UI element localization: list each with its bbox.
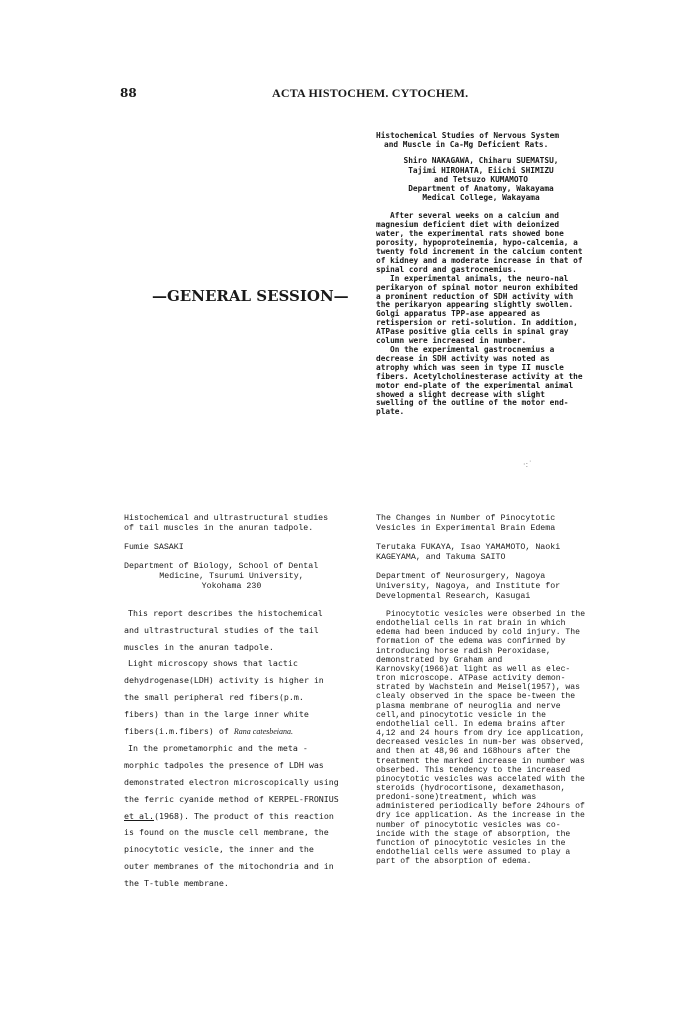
abstract-title: Histochemical and ultrastructural studies of tail muscles in the anuran tadpole. bbox=[124, 514, 329, 533]
abstract-tadpole-muscles bbox=[124, 514, 339, 892]
abstract-title-line: and Muscle in Ca-Mg Deficient Rats. bbox=[384, 140, 549, 150]
abstract-affiliation bbox=[124, 562, 339, 592]
affiliation-line: Department of Anatomy, Wakayama bbox=[408, 184, 554, 194]
abstract-body bbox=[376, 212, 586, 417]
affiliation-line: Department of Biology, School of Dental bbox=[124, 562, 319, 571]
body-paragraph bbox=[124, 740, 339, 891]
author-line: Shiro NAKAGAWA, Chiharu SUEMATSU, bbox=[403, 156, 559, 166]
affiliation-line: Medical College, Wakayama bbox=[422, 193, 540, 203]
body-paragraph: In experimental animals, the neuro-nal perikaryon of spinal motor neuron exhibited a prominent reduction of SDH activity with the perikaryon appearing slightly swollen. Golgi apparatus TPP-ase appeared as retispersion or reti-solution. In addition, ATPase positive glia cells in spinal gray column were increased in number. bbox=[376, 273, 578, 346]
abstract-title bbox=[376, 131, 586, 149]
body-paragraph bbox=[124, 655, 339, 740]
author-line: and Tetsuzo KUMAMOTO bbox=[434, 174, 528, 184]
abstract-author: Fumie SASAKI bbox=[124, 543, 184, 552]
paragraph-text: (1968). The product of this reaction is found on the muscle cell membrane, the pinocytotic vesicle, the inner and the outer membranes of the mitochondria and in the T-tuble membrane. bbox=[124, 810, 334, 888]
body-paragraph: Pinocytotic vesicles were obserbed in the endothelial cells in rat brain in which edema had been induced by cold injury. The formation of the edema was confirmed by introducing horse radish Peroxidase, demonstrated by Graham and Karnovsky(1966)at light as well as elec-tron microscope. ATPase activity demon-strated by Wachstein and Meisel(1957), was clealy observed in the space be-tween the plasma membrane of neuroglia and nerve cell,and pinocytotic vesicle in the endothelial cell. In edema brains after 4,12 and 24 hours from dry ice application, decreased vesicles in num-ber was observed, and then at 48,96 and 168hours after the treatment the marked increase in number was obserbed. This tendency to the increased pinocytotic vesicles was accelated with the steroids (hydrocortisone, dexamethason, predoni-sone)treatment, which was administered periodically before 24hours of dry ice application. As the increase in the number of pinocytotic vesicles was co-incide with the stage of absorption, the function of pinocytotic vesicles in the endothelial cells were assumed to play a part of the absorption of edema. bbox=[376, 610, 586, 867]
paragraph-text: Light microscopy shows that lactic dehydrogenase(LDH) activity is higher in the small peripheral red fibers(p.m. fibers) than in the large inner white fibers(i.m.fibers) of bbox=[124, 658, 324, 736]
affiliation-line: Yokohama 230 bbox=[201, 582, 262, 591]
abstract-calcium-magnesium bbox=[376, 131, 586, 417]
scan-speck: ·:˙ bbox=[523, 460, 533, 469]
body-paragraph: After several weeks on a calcium and magnesium deficient diet with deionized water, the experimental rats showed bone porosity, hypoproteinemia, hypo-calcemia, a twenty fold increment in the calcium content of kidney and a moderate increase in that of spinal cord and gastrocnemius. bbox=[376, 211, 583, 274]
author-line: Tajimi HIROHATA, Eiichi SHIMIZU bbox=[408, 165, 554, 175]
abstract-affiliation: Department of Neurosurgery, Nagoya University, Nagoya, and Institute for Developmental Research, Kasugai bbox=[376, 572, 561, 601]
abstract-body bbox=[376, 610, 588, 866]
affiliation-line: Medicine, Tsurumi University, bbox=[159, 572, 304, 581]
abstract-authors: Terutaka FUKAYA, Isao YAMAMOTO, Naoki KAGEYAMA, and Takuma SAITO bbox=[376, 543, 561, 562]
page-number: 88 bbox=[120, 86, 137, 100]
abstract-pinocytotic-vesicles bbox=[376, 514, 588, 866]
body-paragraph: On the experimental gastrocnemius a decrease in SDH activity was noted as atrophy which was seen in type II muscle fibers. Acetylcholinesterase activity at the motor end-plate of the experimental animal showed a slight decrease with slight swelling of the outline of the motor end-plate. bbox=[376, 345, 583, 417]
journal-title: ACTA HISTOCHEM. CYTOCHEM. bbox=[272, 86, 469, 100]
session-heading: —GENERAL SESSION— bbox=[152, 287, 349, 305]
species-name: Rana catesbeiana. bbox=[233, 726, 294, 736]
abstract-title-line: Histochemical Studies of Nervous System bbox=[376, 131, 560, 140]
et-al-reference: et al. bbox=[124, 810, 154, 821]
abstract-affiliation bbox=[376, 184, 586, 202]
paragraph-text: In the prometamorphic and the meta -morphic tadpoles the presence of LDH was demonstrated electron microscopically using the ferric cyanide method of KERPEL-FRONIUS bbox=[124, 743, 339, 804]
abstract-authors bbox=[376, 156, 586, 184]
abstract-body bbox=[124, 605, 339, 892]
abstract-title: The Changes in Number of Pinocytotic Vesicles in Experimental Brain Edema bbox=[376, 514, 556, 533]
body-paragraph: This report describes the histochemical and ultrastructural studies of the tail muscles in the anuran tadpole. bbox=[124, 608, 323, 652]
